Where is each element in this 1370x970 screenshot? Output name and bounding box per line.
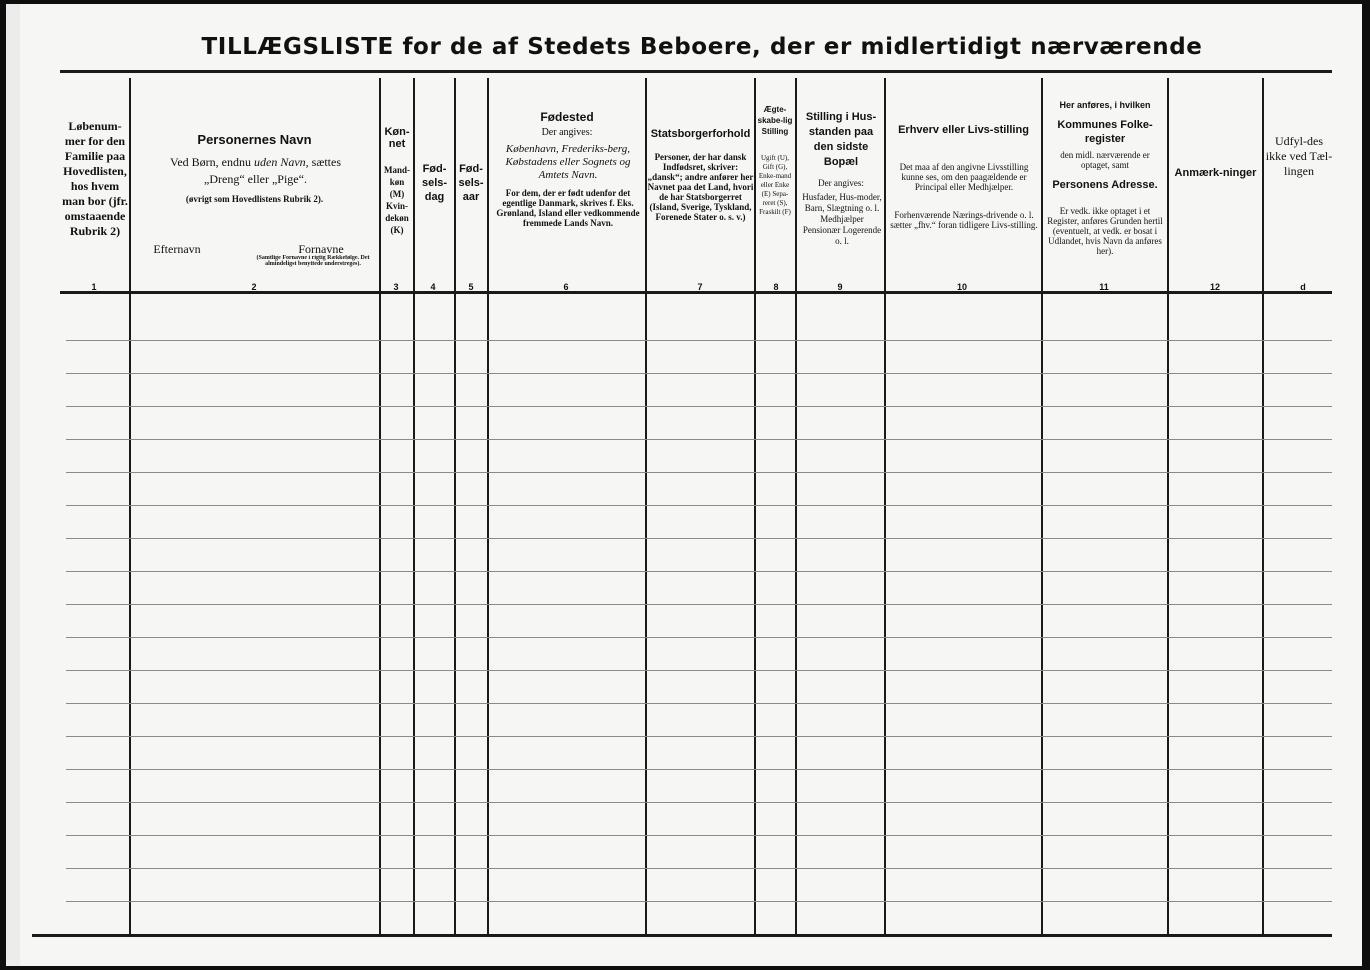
column-number: 6 <box>563 282 569 292</box>
column-1-header: Løbenum-mer for den Familie paa Hovedlisten, hos hvem man bor (jfr. omstaaende Rubrik 2) <box>62 119 128 238</box>
column-rule <box>795 78 797 934</box>
column-5-title: Fød-sels-aar <box>458 163 484 203</box>
entry-row-rule <box>66 868 1332 869</box>
column-9-title: Stilling i Hus-standen paa den sidste Bopæl <box>805 111 877 168</box>
column-number: 2 <box>251 282 257 292</box>
entry-row-rule <box>66 901 1332 902</box>
column-2-line1-a: Ved Børn, endnu <box>170 155 254 169</box>
column-rule <box>1167 78 1169 934</box>
form-title: TILLÆGSLISTE for de af Stedets Beboere, der er midlertidigt nærværende <box>201 34 1203 60</box>
column-d-header: Udfyl-des ikke ved Tæl-lingen <box>1265 134 1333 178</box>
column-rule <box>487 78 489 934</box>
column-number: 3 <box>393 282 399 292</box>
entry-row-rule <box>66 604 1332 605</box>
entry-row-rule <box>66 835 1332 836</box>
entry-row-rule <box>66 736 1332 737</box>
column-2-line1-italic: uden Navn, <box>254 155 309 169</box>
column-6-title: Fødested <box>540 110 594 124</box>
column-2-note: (øvrigt som Hovedlistens Rubrik 2). <box>185 194 324 204</box>
entry-row-rule <box>66 439 1332 440</box>
column-2-line2: „Dreng“ eller „Pige“. <box>204 172 307 186</box>
column-10-title: Erhverv eller Livs-stilling <box>898 124 1029 136</box>
column-11-p2: Er vedk. ikke optaget i et Register, anføres Grunden hertil (eventuelt, at vedk. er bosat i Udlandet, hvis Navn da anføres her). <box>1047 206 1163 256</box>
column-9-p2: Husfader, Hus-moder, Barn, Slægtning o. l. Medhjælper Pensionær Logerende o. l. <box>802 192 882 246</box>
column-7-body: Personer, der har dansk Indfødsret, skriver: „dansk“; andre anfører her Navnet paa det Land, hvori de har Statsborgerret (Island, Sverige, Tyskland, Forenede Stater o. s. v.) <box>647 152 754 222</box>
column-number: 4 <box>430 282 436 292</box>
column-11-title2: Personens Adresse. <box>1052 179 1158 191</box>
column-number: 8 <box>773 282 779 292</box>
column-rule <box>1262 78 1264 934</box>
entry-row-rule <box>66 472 1332 473</box>
entry-row-rule <box>66 538 1332 539</box>
column-6-p1: Der angives: <box>541 128 593 138</box>
column-8-title: Ægte-skabe-lig Stilling <box>757 105 793 136</box>
column-rule <box>413 78 415 934</box>
entry-row-rule <box>66 571 1332 572</box>
column-number: d <box>1300 282 1306 292</box>
column-rule <box>1041 78 1043 934</box>
column-rule <box>884 78 886 934</box>
paper-edge <box>6 4 20 966</box>
column-6-p3: For dem, der er født udenfor det egentlige Danmark, skrives f. Eks. Grønland, Island eller vedkommende fremmede Lands Navn. <box>496 188 640 228</box>
column-2-given-names-note: (Samtlige Fornavne i rigtig Rækkefølge. Det almindeligst benyttede understreges). <box>256 255 370 267</box>
column-8-body: Ugift (U), Gift (G), Enke-mand eller Enke (E) Sepa-reret (S), Fraskilt (F) <box>758 154 792 216</box>
entry-row-rule <box>66 769 1332 770</box>
column-11-title: Kommunes Folke-register <box>1057 119 1153 145</box>
column-number: 11 <box>1099 282 1109 292</box>
column-2-given-names-label: Fornavne <box>298 242 344 256</box>
bottom-rule <box>32 934 1332 937</box>
column-2-title: Personernes Navn <box>197 132 312 147</box>
column-3-body: Mand-køn (M) Kvin-dekøn (K) <box>383 165 410 235</box>
column-number: 5 <box>468 282 474 292</box>
top-rule <box>60 70 1332 73</box>
entry-row-rule <box>66 406 1332 407</box>
column-7-title: Statsborgerforhold <box>650 128 751 140</box>
column-number: 12 <box>1209 282 1220 292</box>
entry-row-rule <box>66 637 1332 638</box>
entry-row-rule <box>66 670 1332 671</box>
column-12-title: Anmærk-ninger <box>1174 167 1257 179</box>
census-form-sheet <box>6 4 1362 966</box>
column-number: 10 <box>956 282 967 292</box>
column-rule <box>379 78 381 934</box>
column-11-p1: den midl. nærværende er optaget, samt <box>1060 150 1150 170</box>
entry-row-rule <box>66 703 1332 704</box>
column-3-title: Køn-net <box>384 126 410 150</box>
column-number: 9 <box>837 282 843 292</box>
column-11-p0: Her anføres, i hvilken <box>1059 100 1151 110</box>
column-9-p1: Der angives: <box>818 178 864 188</box>
column-10-p1: Det maa af den angivne Livsstilling kunne ses, om den paagældende er Principal eller Medhjælper. <box>899 162 1029 192</box>
column-6-p2: København, Frederiks-berg, Købstadens eller Sognets og Amtets Navn. <box>505 143 631 181</box>
entry-row-rule <box>66 505 1332 506</box>
column-4-title: Fød-sels-dag <box>421 163 448 203</box>
column-10-p2: Forhenværende Nærings-drivende o. l. sætter „fhv.“ foran tidligere Livs-stilling. <box>890 210 1038 230</box>
column-rule <box>454 78 456 934</box>
entry-row-rule <box>66 802 1332 803</box>
column-number: 7 <box>697 282 703 292</box>
column-2-surname-label: Efternavn <box>153 242 201 256</box>
column-number: 1 <box>91 282 97 292</box>
entry-row-rule <box>66 340 1332 341</box>
entry-row-rule <box>66 373 1332 374</box>
column-2-instructions <box>134 154 377 188</box>
column-2-line1-b: sættes <box>308 155 341 169</box>
